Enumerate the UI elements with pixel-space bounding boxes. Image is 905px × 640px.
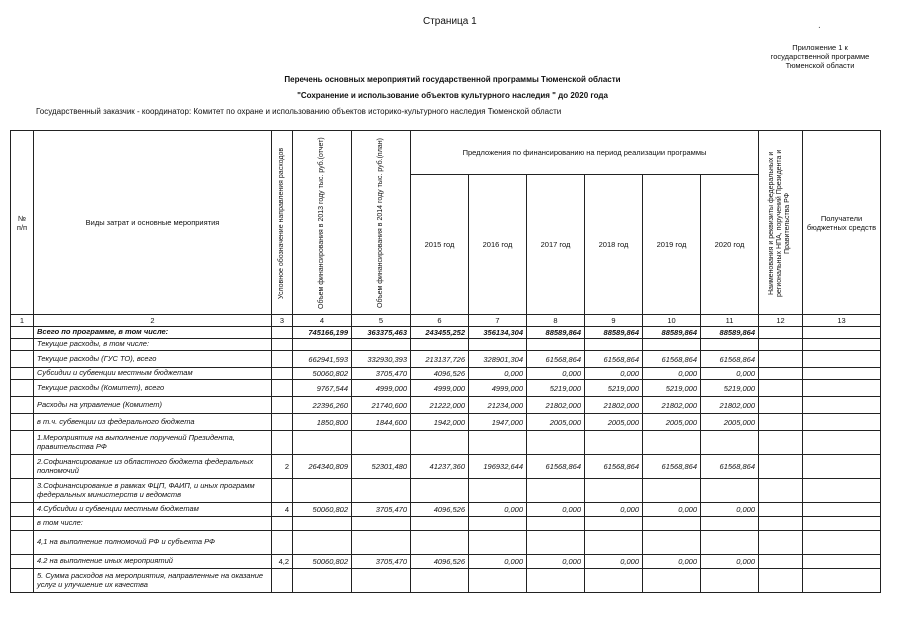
row-value-cell: 5219,000 [585, 380, 643, 397]
table-row [11, 431, 881, 455]
row-value-cell: 0,000 [527, 368, 585, 380]
row-num-cell [11, 455, 34, 479]
row-acts-cell [759, 455, 803, 479]
row-code-cell [272, 569, 293, 593]
row-value-cell: 4999,000 [469, 380, 527, 397]
row-code-cell [272, 351, 293, 368]
row-value-cell: 196932,644 [469, 455, 527, 479]
table-row [11, 414, 881, 431]
row-recipients-cell [803, 327, 881, 339]
row-value-cell: 1850,800 [293, 414, 352, 431]
header-recipients: Получатели бюджетных средств [803, 131, 881, 315]
row-value-cell: 61568,864 [585, 351, 643, 368]
appendix-line: государственной программе [770, 51, 870, 61]
header-proposals: Предложения по финансированию на период реализации программы [411, 131, 759, 175]
row-acts-cell [759, 479, 803, 503]
row-value-cell [293, 431, 352, 455]
row-recipients-cell [803, 368, 881, 380]
row-code-cell [272, 517, 293, 531]
row-acts-cell [759, 414, 803, 431]
row-acts-cell [759, 517, 803, 531]
column-number: 3 [272, 315, 293, 327]
row-acts-cell [759, 339, 803, 351]
row-name-cell: 4.2 на выполнение иных мероприятий [34, 555, 272, 569]
row-value-cell: 0,000 [643, 555, 701, 569]
row-value-cell [469, 517, 527, 531]
row-value-cell: 61568,864 [527, 351, 585, 368]
column-number: 8 [527, 315, 585, 327]
row-value-cell: 0,000 [469, 503, 527, 517]
row-value-cell [585, 517, 643, 531]
row-code-cell: 4,2 [272, 555, 293, 569]
table-row [11, 339, 881, 351]
row-value-cell [411, 479, 469, 503]
table-row [11, 517, 881, 531]
row-value-cell [469, 339, 527, 351]
row-num-cell [11, 327, 34, 339]
row-value-cell [701, 431, 759, 455]
column-number: 11 [701, 315, 759, 327]
row-value-cell: 52301,480 [352, 455, 411, 479]
row-name-cell: 4,1 на выполнение полномочий РФ и субъекта РФ [34, 531, 272, 555]
row-value-cell: 50060,802 [293, 555, 352, 569]
row-code-cell: 2 [272, 455, 293, 479]
row-recipients-cell [803, 531, 881, 555]
row-value-cell: 213137,726 [411, 351, 469, 368]
row-value-cell: 41237,360 [411, 455, 469, 479]
row-value-cell: 2005,000 [701, 414, 759, 431]
scan-mark: . [818, 20, 821, 31]
row-value-cell: 0,000 [701, 555, 759, 569]
row-num-cell [11, 414, 34, 431]
row-num-cell [11, 339, 34, 351]
row-code-cell [272, 327, 293, 339]
row-value-cell: 0,000 [527, 503, 585, 517]
row-name-cell: 2.Софинансирование из областного бюджета федеральных полномочий [34, 455, 272, 479]
header-year: 2020 год [701, 175, 759, 315]
row-value-cell [469, 569, 527, 593]
row-value-cell: 61568,864 [585, 455, 643, 479]
row-value-cell [352, 517, 411, 531]
header-year: 2015 год [411, 175, 469, 315]
row-value-cell [643, 531, 701, 555]
row-value-cell: 9767,544 [293, 380, 352, 397]
row-value-cell [527, 339, 585, 351]
row-name-cell: в т.ч. субвенции из федерального бюджета [34, 414, 272, 431]
row-value-cell: 1947,000 [469, 414, 527, 431]
row-name-cell: 1.Мероприятия на выполнение поручений Президента, правительства РФ [34, 431, 272, 455]
row-value-cell: 4096,526 [411, 503, 469, 517]
measures-table [10, 130, 881, 593]
row-code-cell [272, 431, 293, 455]
row-name-cell: Текущие расходы, в том числе: [34, 339, 272, 351]
row-value-cell [585, 479, 643, 503]
row-value-cell: 5219,000 [643, 380, 701, 397]
row-value-cell [701, 517, 759, 531]
row-recipients-cell [803, 555, 881, 569]
row-value-cell: 21802,000 [643, 397, 701, 414]
row-value-cell [293, 479, 352, 503]
row-name-cell: 4.Субсидии и субвенции местным бюджетам [34, 503, 272, 517]
row-code-cell [272, 414, 293, 431]
row-value-cell [411, 569, 469, 593]
column-number: 1 [11, 315, 34, 327]
row-code-cell [272, 368, 293, 380]
row-value-cell [411, 431, 469, 455]
header-year: 2016 год [469, 175, 527, 315]
header-vol-2013: Объем финансирования в 2013 году тыс. руб.(отчет) [293, 131, 352, 315]
row-value-cell: 61568,864 [527, 455, 585, 479]
row-acts-cell [759, 397, 803, 414]
table-row [11, 455, 881, 479]
row-value-cell [411, 531, 469, 555]
row-name-cell: Текущие расходы (Комитет), всего [34, 380, 272, 397]
row-recipients-cell [803, 517, 881, 531]
row-value-cell [643, 517, 701, 531]
row-value-cell: 61568,864 [643, 351, 701, 368]
table-row [11, 380, 881, 397]
row-value-cell: 88589,864 [527, 327, 585, 339]
row-value-cell: 3705,470 [352, 503, 411, 517]
row-value-cell: 1942,000 [411, 414, 469, 431]
row-value-cell [293, 339, 352, 351]
row-num-cell [11, 569, 34, 593]
table-body [11, 327, 881, 593]
row-value-cell: 0,000 [643, 503, 701, 517]
column-number: 6 [411, 315, 469, 327]
row-acts-cell [759, 368, 803, 380]
row-value-cell: 0,000 [585, 503, 643, 517]
column-numbers-row [11, 315, 881, 327]
row-value-cell [527, 431, 585, 455]
column-number: 13 [803, 315, 881, 327]
row-value-cell [411, 517, 469, 531]
header-year: 2017 год [527, 175, 585, 315]
row-value-cell [352, 569, 411, 593]
row-value-cell [585, 569, 643, 593]
row-value-cell: 2005,000 [527, 414, 585, 431]
row-num-cell [11, 531, 34, 555]
row-value-cell: 2005,000 [643, 414, 701, 431]
row-value-cell [527, 531, 585, 555]
row-value-cell: 356134,304 [469, 327, 527, 339]
row-num-cell [11, 555, 34, 569]
row-acts-cell [759, 327, 803, 339]
row-acts-cell [759, 555, 803, 569]
row-num-cell [11, 368, 34, 380]
row-value-cell [701, 569, 759, 593]
row-value-cell: 3705,470 [352, 555, 411, 569]
row-value-cell: 21802,000 [527, 397, 585, 414]
row-value-cell: 0,000 [469, 555, 527, 569]
row-value-cell: 2005,000 [585, 414, 643, 431]
row-recipients-cell [803, 431, 881, 455]
row-recipients-cell [803, 569, 881, 593]
row-value-cell: 5219,000 [527, 380, 585, 397]
row-value-cell [643, 339, 701, 351]
row-code-cell [272, 339, 293, 351]
row-num-cell [11, 431, 34, 455]
row-value-cell: 4096,526 [411, 368, 469, 380]
row-value-cell [352, 531, 411, 555]
row-value-cell: 88589,864 [643, 327, 701, 339]
row-name-cell: Текущие расходы (ГУС ТО), всего [34, 351, 272, 368]
header-acts: Наименования и реквизиты федеральных и региональных НПА, поручений Президента и Правительства РФ [759, 131, 803, 315]
row-value-cell: 662941,593 [293, 351, 352, 368]
row-value-cell: 21740,600 [352, 397, 411, 414]
table-row [11, 555, 881, 569]
row-value-cell: 21234,000 [469, 397, 527, 414]
row-value-cell [701, 531, 759, 555]
row-value-cell: 0,000 [585, 368, 643, 380]
row-value-cell: 363375,463 [352, 327, 411, 339]
column-number: 7 [469, 315, 527, 327]
row-value-cell [643, 569, 701, 593]
row-value-cell: 21222,000 [411, 397, 469, 414]
row-value-cell: 264340,809 [293, 455, 352, 479]
row-name-cell: Расходы на управление (Комитет) [34, 397, 272, 414]
row-value-cell [352, 431, 411, 455]
row-num-cell [11, 479, 34, 503]
row-value-cell [585, 339, 643, 351]
table-row [11, 569, 881, 593]
row-value-cell [411, 339, 469, 351]
row-value-cell: 745166,199 [293, 327, 352, 339]
row-value-cell [293, 569, 352, 593]
row-name-cell: Субсидии и субвенции местным бюджетам [34, 368, 272, 380]
column-number: 9 [585, 315, 643, 327]
row-value-cell [469, 479, 527, 503]
row-value-cell: 61568,864 [701, 351, 759, 368]
row-code-cell [272, 479, 293, 503]
row-value-cell [352, 339, 411, 351]
row-recipients-cell [803, 339, 881, 351]
row-value-cell: 5219,000 [701, 380, 759, 397]
header-vol-2014: Объем финансирования в 2014 году тыс. руб.(план) [352, 131, 411, 315]
header-year: 2018 год [585, 175, 643, 315]
row-value-cell [527, 517, 585, 531]
row-num-cell [11, 351, 34, 368]
row-code-cell [272, 380, 293, 397]
appendix-line: Тюменской области [785, 60, 855, 70]
row-recipients-cell [803, 397, 881, 414]
table-row [11, 327, 881, 339]
row-recipients-cell [803, 351, 881, 368]
row-acts-cell [759, 351, 803, 368]
table-row [11, 351, 881, 368]
row-value-cell: 88589,864 [701, 327, 759, 339]
row-value-cell: 0,000 [469, 368, 527, 380]
row-value-cell [585, 431, 643, 455]
row-recipients-cell [803, 414, 881, 431]
row-recipients-cell [803, 503, 881, 517]
row-recipients-cell [803, 380, 881, 397]
appendix-line: Приложение 1 к [792, 43, 848, 52]
header-code: Условное обозначение направления расходов [272, 131, 293, 315]
row-value-cell: 61568,864 [643, 455, 701, 479]
row-num-cell [11, 503, 34, 517]
row-code-cell [272, 397, 293, 414]
row-acts-cell [759, 531, 803, 555]
row-code-cell [272, 531, 293, 555]
row-value-cell: 332930,393 [352, 351, 411, 368]
row-value-cell: 0,000 [643, 368, 701, 380]
header-year: 2019 год [643, 175, 701, 315]
row-value-cell: 0,000 [585, 555, 643, 569]
row-acts-cell [759, 503, 803, 517]
row-recipients-cell [803, 455, 881, 479]
row-value-cell [701, 339, 759, 351]
page-label: Страница 1 [423, 16, 477, 27]
table-row [11, 397, 881, 414]
row-value-cell [352, 479, 411, 503]
row-value-cell: 1844,600 [352, 414, 411, 431]
row-value-cell: 50060,802 [293, 503, 352, 517]
row-value-cell: 328901,304 [469, 351, 527, 368]
document-title: Перечень основных мероприятий государственной программы Тюменской области [284, 75, 621, 84]
header-name: Виды затрат и основные мероприятия [34, 131, 272, 315]
table-row [11, 531, 881, 555]
row-value-cell: 0,000 [527, 555, 585, 569]
customer-line: Государственный заказчик - координатор: Комитет по охране и использованию объектов историко-культурного наследия Тюменской области [36, 107, 562, 116]
row-value-cell: 22396,260 [293, 397, 352, 414]
row-value-cell: 50060,802 [293, 368, 352, 380]
column-number: 4 [293, 315, 352, 327]
table-row [11, 503, 881, 517]
row-code-cell: 4 [272, 503, 293, 517]
row-acts-cell [759, 569, 803, 593]
row-acts-cell [759, 380, 803, 397]
program-title: "Сохранение и использование объектов культурного наследия " до 2020 года [297, 91, 608, 100]
row-name-cell: 3.Софинансирование в рамках ФЦП, ФАИП, и иных программ федеральных министерств и ведомств [34, 479, 272, 503]
row-value-cell: 61568,864 [701, 455, 759, 479]
row-num-cell [11, 397, 34, 414]
row-value-cell: 3705,470 [352, 368, 411, 380]
row-name-cell: Всего по программе, в том числе: [34, 327, 272, 339]
row-value-cell [469, 431, 527, 455]
table-row [11, 479, 881, 503]
row-value-cell: 0,000 [701, 368, 759, 380]
row-value-cell: 21802,000 [701, 397, 759, 414]
column-number: 2 [34, 315, 272, 327]
table-row [11, 368, 881, 380]
column-number: 12 [759, 315, 803, 327]
row-value-cell: 21802,000 [585, 397, 643, 414]
row-value-cell [585, 531, 643, 555]
column-number: 10 [643, 315, 701, 327]
row-recipients-cell [803, 479, 881, 503]
row-name-cell: 5. Сумма расходов на мероприятия, направленные на оказание услуг и улучшение их качества [34, 569, 272, 593]
row-value-cell [293, 517, 352, 531]
row-value-cell [293, 531, 352, 555]
column-number: 5 [352, 315, 411, 327]
row-num-cell [11, 517, 34, 531]
row-acts-cell [759, 431, 803, 455]
row-value-cell [643, 431, 701, 455]
row-value-cell [527, 479, 585, 503]
row-value-cell [469, 531, 527, 555]
row-name-cell: в том числе: [34, 517, 272, 531]
appendix-note [760, 44, 880, 71]
row-value-cell [701, 479, 759, 503]
row-value-cell: 0,000 [701, 503, 759, 517]
row-value-cell: 4096,526 [411, 555, 469, 569]
row-value-cell [527, 569, 585, 593]
row-value-cell: 4999,000 [352, 380, 411, 397]
row-value-cell [643, 479, 701, 503]
row-value-cell: 88589,864 [585, 327, 643, 339]
row-value-cell: 243455,252 [411, 327, 469, 339]
row-value-cell: 4999,000 [411, 380, 469, 397]
row-num-cell [11, 380, 34, 397]
header-num: № п/п [11, 131, 34, 315]
